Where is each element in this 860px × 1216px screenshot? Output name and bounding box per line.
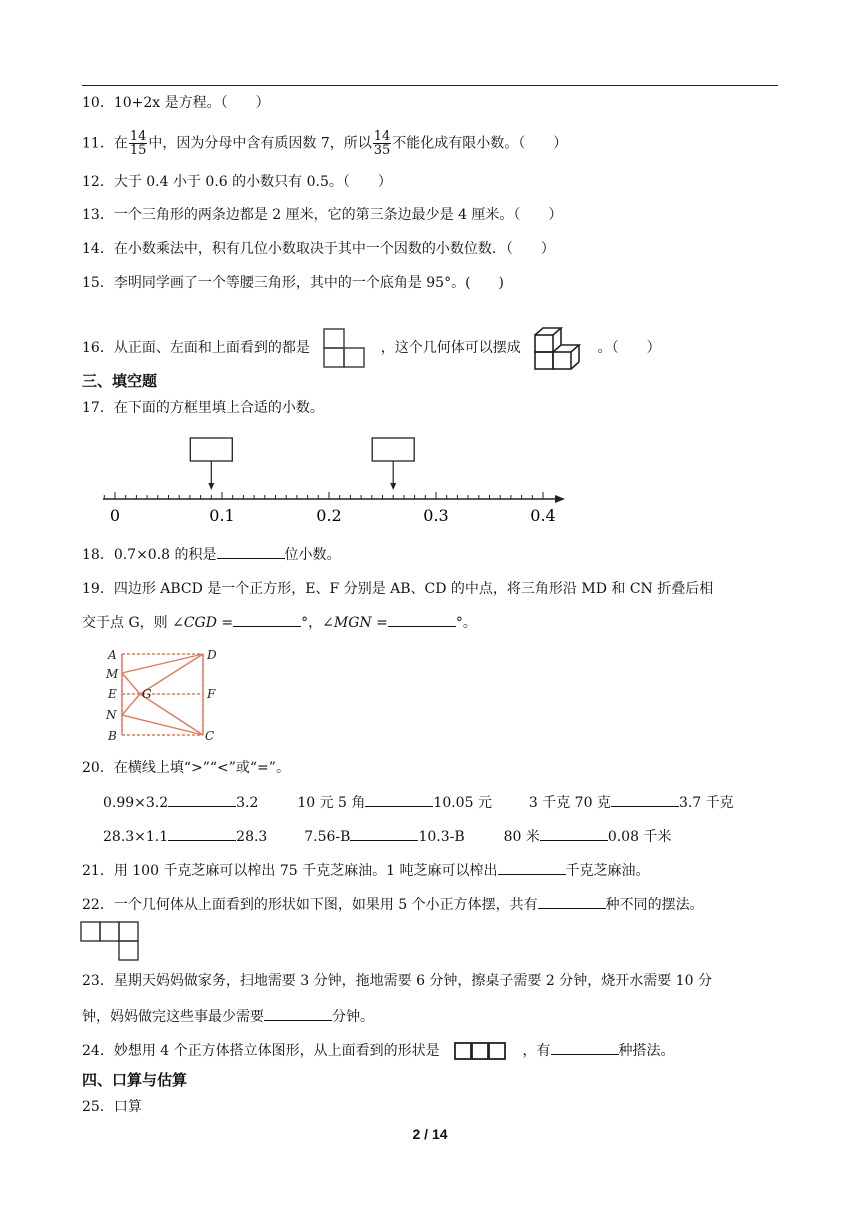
- question-21: 21．用 100 千克芝麻可以榨出 75 千克芝麻油。1 吨芝麻可以榨出 千克芝麻油。: [82, 860, 650, 881]
- point-label-a: A: [108, 648, 117, 662]
- pointer-arrow-head: [390, 483, 396, 490]
- three-square-icon: [454, 1041, 508, 1061]
- point-label-n: N: [106, 708, 117, 722]
- compare-blank-5[interactable]: [350, 826, 418, 841]
- question-24: 24．妙想用 4 个正方体搭立体图形，从上面看到的形状是 ，有 种搭法。: [82, 1040, 675, 1061]
- point-label-m: M: [106, 667, 119, 681]
- section-heading-3: 三、填空题: [82, 372, 158, 390]
- point-label-f: F: [207, 687, 216, 701]
- question-19-line2: 交于点 G，则 ∠CGD = °，∠MGN = °。: [82, 612, 477, 633]
- answer-box[interactable]: [190, 438, 232, 461]
- point-label-d: D: [207, 648, 217, 662]
- compare-row-2: 28.3×1.1 28.3 7.56-B 10.3-B 80 米 0.08 千米: [103, 826, 671, 847]
- answer-blank-19a[interactable]: [233, 612, 301, 627]
- question-22: 22．一个几何体从上面看到的形状如下图，如果用 5 个小正方体摆，共有 种不同的摆法。: [82, 894, 704, 915]
- question-11: 11．在 $\frac{14}{15}$ 中，因为分母中含有质因数 7，所以 $\frac{14}{35}$ 不能化成有限小数。（ ）: [82, 129, 568, 158]
- question-17: 17．在下面的方框里填上合适的小数。: [82, 400, 324, 416]
- question-12: 12．大于 0.4 小于 0.6 的小数只有 0.5。（ ）: [82, 174, 392, 190]
- answer-blank-22[interactable]: [538, 894, 606, 909]
- answer-blank-24[interactable]: [551, 1040, 619, 1055]
- question-16: 16．从正面、左面和上面看到的都是 ，这个几何体可以摆成 。（ ）: [82, 325, 661, 371]
- cube-solid-icon: [533, 325, 585, 371]
- number-line: [95, 432, 575, 532]
- page-number: 2 / 14: [412, 1126, 448, 1142]
- number-line-label: 0.2: [316, 506, 342, 525]
- question-14: 14．在小数乘法中，积有几位小数取决于其中一个因数的小数位数．（ ）: [82, 241, 555, 257]
- question-23-line2: 钟，妈妈做完这些事最少需要 分钟。: [82, 1006, 374, 1027]
- compare-blank-2[interactable]: [365, 792, 433, 807]
- question-15: 15．李明同学画了一个等腰三角形，其中的一个底角是 95°。( ): [82, 275, 505, 291]
- answer-blank-23[interactable]: [264, 1006, 332, 1021]
- question-23-line1: 23．星期天妈妈做家务，扫地需要 3 分钟，拖地需要 6 分钟，擦桌子需要 2 分钟，烧开水需要 10 分: [82, 973, 712, 989]
- number-line-label: 0.3: [423, 506, 449, 525]
- number-line-labels: [110, 506, 556, 525]
- point-label-g: G: [142, 687, 152, 701]
- view-shape-icon: [322, 327, 368, 369]
- question-25: 25．口算: [82, 1099, 142, 1115]
- square-fold-figure: [100, 645, 230, 745]
- answer-blank-19b[interactable]: [388, 612, 456, 627]
- point-label-b: B: [108, 729, 117, 743]
- number-line-boxes: [190, 438, 414, 490]
- header-rule: [82, 85, 778, 86]
- point-label-e: E: [108, 687, 117, 701]
- point-label-c: C: [205, 729, 215, 743]
- question-13: 13．一个三角形的两条边都是 2 厘米，它的第三条边最少是 4 厘米。（ ）: [82, 207, 563, 223]
- number-line-arrow: [555, 495, 565, 503]
- top-view-shape-icon: [80, 921, 142, 963]
- answer-blank-21[interactable]: [498, 860, 566, 875]
- compare-blank-3[interactable]: [611, 792, 679, 807]
- compare-blank-1[interactable]: [168, 792, 236, 807]
- question-10: 10．10+2x 是方程。（ ）: [82, 95, 270, 111]
- compare-row-1: 0.99×3.2 3.2 10 元 5 角 10.05 元 3 千克 70 克 3.7 千克: [103, 792, 734, 813]
- fraction-14-15: $\frac{14}{15}$: [129, 129, 147, 158]
- answer-blank-18[interactable]: [217, 544, 285, 559]
- number-line-label: 0.1: [209, 506, 235, 525]
- number-line-ticks: [103, 492, 565, 503]
- compare-blank-6[interactable]: [540, 826, 608, 841]
- question-20: 20．在横线上填“>”“<”或“=”。: [82, 760, 290, 776]
- question-19-line1: 19．四边形 ABCD 是一个正方形，E、F 分别是 AB、CD 的中点，将三角形沿 MD 和 CN 折叠后相: [82, 581, 714, 597]
- question-18: 18．0.7×0.8 的积是 位小数。: [82, 544, 341, 565]
- number-line-label: 0: [109, 506, 121, 525]
- section-heading-4: 四、口算与估算: [82, 1071, 188, 1089]
- compare-blank-4[interactable]: [168, 826, 236, 841]
- number-line-label: 0.4: [530, 506, 556, 525]
- pointer-arrow-head: [208, 483, 214, 490]
- answer-box[interactable]: [372, 438, 414, 461]
- fraction-14-35: $\frac{14}{35}$: [373, 129, 391, 158]
